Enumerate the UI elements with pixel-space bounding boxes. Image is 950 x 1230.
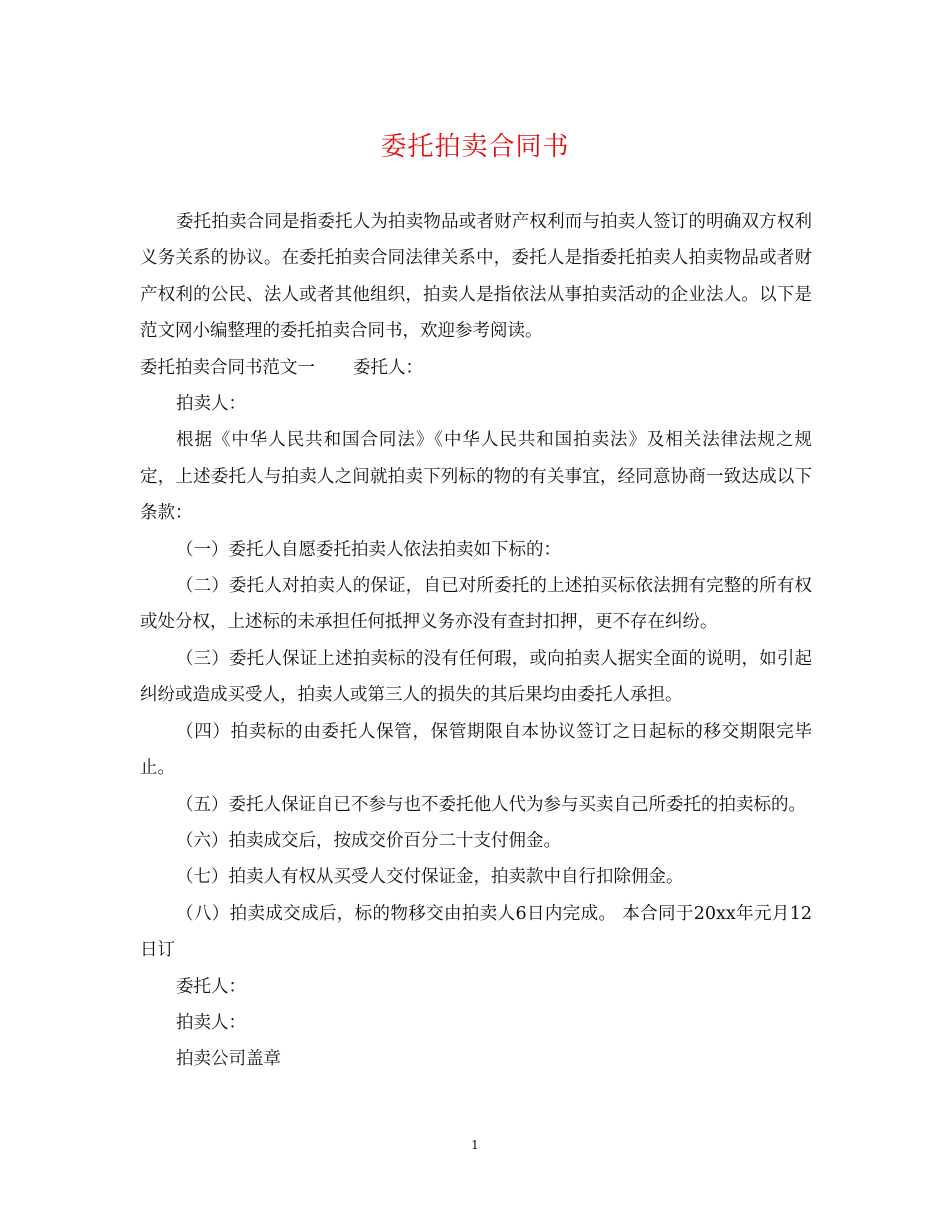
clause-5: （五）委托人保证自已不参与也不委托他人代为参与买卖自己所委托的拍卖标的。 bbox=[176, 794, 806, 815]
page-number: 1 bbox=[471, 1138, 479, 1152]
clause-3: （三）委托人保证上述拍卖标的没有任何瑕，或向拍卖人据实全面的说明，如引起纠纷或造成买受人，拍卖人或第三人的损失的其后果均由委托人承担。 bbox=[140, 648, 812, 706]
company-seal-line: 拍卖公司盖章 bbox=[176, 1049, 281, 1070]
party-auctioneer-label: 拍卖人： bbox=[176, 394, 246, 415]
intro-paragraph: 委托拍卖合同是指委托人为拍卖物品或者财产权利而与拍卖人签订的明确双方权利义务关系的协议。在委托拍卖合同法律关系中，委托人是指委托拍卖人拍卖物品或者财产权利的公民、法人或者其他组织，拍卖人是指依法从事拍卖活动的企业法人。以下是范文网小编整理的委托拍卖合同书，欢迎参考阅读。 bbox=[140, 212, 812, 342]
document-body bbox=[140, 204, 812, 1078]
clause-4: （四）拍卖标的由委托人保管，保管期限自本协议签订之日起标的移交期限完毕止。 bbox=[140, 721, 812, 779]
document-title: 委托拍卖合同书 bbox=[380, 132, 570, 162]
clause-6: （六）拍卖成交后，按成交价百分二十支付佣金。 bbox=[176, 830, 561, 851]
clause-7: （七）拍卖人有权从买受人交付保证金，拍卖款中自行扣除佣金。 bbox=[176, 867, 684, 888]
sample-heading-line bbox=[140, 350, 812, 386]
signature-auctioneer: 拍卖人： bbox=[176, 1012, 246, 1033]
party-client-label: 委托人： bbox=[353, 357, 423, 378]
preamble-paragraph: 根据《中华人民共和国合同法》《中华人民共和国拍卖法》及相关法律法规之规定，上述委托人与拍卖人之间就拍卖下列标的物的有关事宜，经同意协商一致达成以下条款： bbox=[140, 430, 812, 524]
clause-1: （一）委托人自愿委托拍卖人依法拍卖如下标的： bbox=[176, 539, 561, 560]
clause-2: （二）委托人对拍卖人的保证，自已对所委托的上述拍买标依法拥有完整的所有权或处分权，上述标的未承担任何抵押义务亦没有查封扣押，更不存在纠纷。 bbox=[140, 576, 812, 633]
clause-8: （八）拍卖成交成后，标的物移交由拍卖人6日内完成。 本合同于20xx年元月12日订 bbox=[140, 903, 812, 961]
signature-client: 委托人： bbox=[176, 976, 246, 997]
sample-heading: 委托拍卖合同书范文一 bbox=[140, 357, 315, 378]
